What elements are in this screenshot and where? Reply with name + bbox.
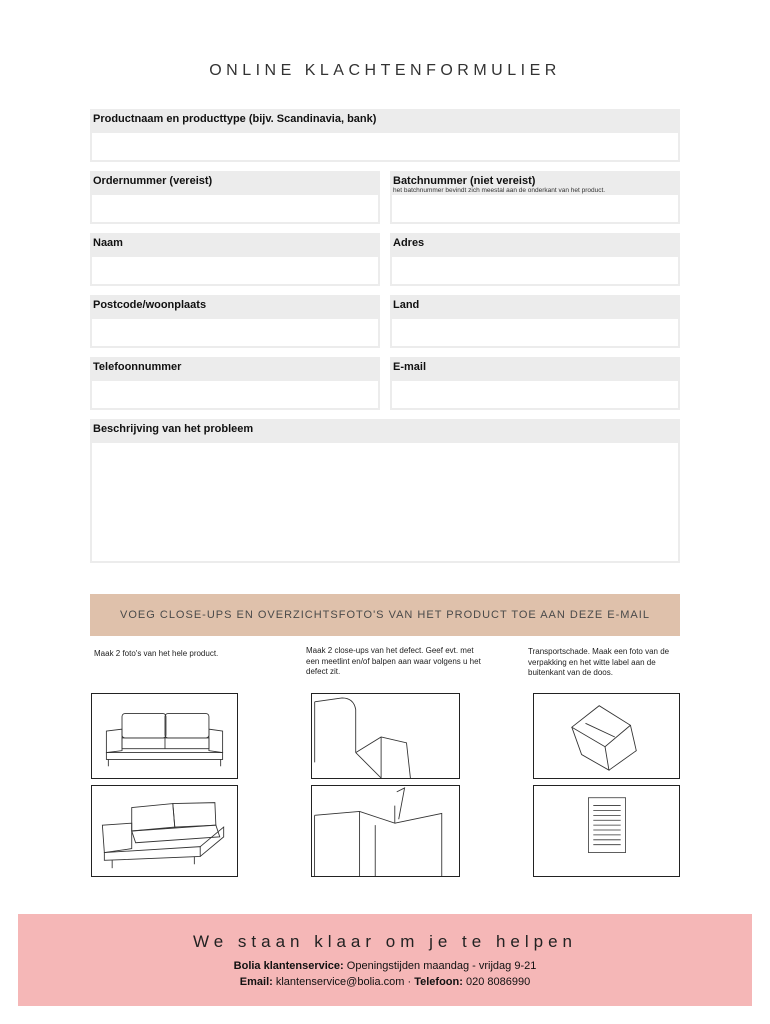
sofa-angle-image: [91, 785, 238, 877]
batch-hint: het batchnummer bevindt zich meestal aan de onderkant van het product.: [393, 187, 606, 194]
order-input[interactable]: [90, 193, 380, 224]
address-input[interactable]: [390, 255, 680, 286]
country-label: Land: [390, 295, 680, 317]
order-label: Ordernummer (vereist): [90, 171, 380, 193]
postcode-field: [90, 295, 380, 348]
email-input[interactable]: [390, 379, 680, 410]
footer-phone-label: Telefoon:: [414, 976, 463, 988]
name-field: [90, 233, 380, 286]
sofa-angle-drawing: [92, 786, 237, 876]
instruction-overview: Maak 2 foto's van het hele product.: [94, 649, 219, 658]
description-label: Beschrijving van het probleem: [90, 419, 680, 441]
batch-label: [390, 171, 680, 193]
postcode-input[interactable]: [90, 317, 380, 348]
closeup-corner-image: [311, 785, 460, 877]
closeup-armrest-image: [311, 693, 460, 779]
footer-contact-line: [18, 976, 752, 988]
product-label: Productnaam en producttype (bijv. Scandinavia, bank): [90, 109, 680, 131]
country-input[interactable]: [390, 317, 680, 348]
footer-email-label: Email:: [239, 976, 273, 988]
footer-tagline: We staan klaar om je te helpen: [192, 932, 578, 951]
name-input[interactable]: [90, 255, 380, 286]
footer-banner: [18, 914, 752, 1006]
email-field: [390, 357, 680, 410]
closeup-corner-drawing: [312, 786, 459, 876]
email-label: E-mail: [390, 357, 680, 379]
phone-input[interactable]: [90, 379, 380, 410]
sofa-front-image: [91, 693, 238, 779]
order-field: [90, 171, 380, 224]
footer-service-label: Bolia klantenservice:: [233, 960, 344, 972]
footer-separator: ·: [407, 976, 412, 988]
form-title: ONLINE KLACHTENFORMULIER: [209, 62, 561, 79]
instruction-transport: Transportschade. Maak een foto van de verpakking en het witte label aan de buitenkant van de doos.: [528, 647, 670, 677]
address-label: Adres: [390, 233, 680, 255]
product-input[interactable]: [90, 131, 680, 162]
phone-field: [90, 357, 380, 410]
address-field: [390, 233, 680, 286]
country-field: [390, 295, 680, 348]
batch-input[interactable]: [390, 193, 680, 224]
damaged-box-drawing: [534, 694, 679, 778]
footer-service-text: Openingstijden maandag - vrijdag 9-21: [346, 960, 537, 972]
closeup-armrest-drawing: [312, 694, 459, 778]
box-label-image: [533, 785, 680, 877]
footer-service-line: [18, 960, 752, 972]
photo-banner: VOEG CLOSE-UPS EN OVERZICHTSFOTO'S VAN HET PRODUCT TOE AAN DEZE E-MAIL: [90, 594, 680, 636]
damaged-box-image: [533, 693, 680, 779]
description-field: [90, 419, 680, 563]
name-label: Naam: [90, 233, 380, 255]
batch-field: [390, 171, 680, 224]
footer-email-link[interactable]: klantenservice@bolia.com: [275, 976, 405, 988]
sofa-front-drawing: [92, 694, 237, 778]
postcode-label: Postcode/woonplaats: [90, 295, 380, 317]
phone-label: Telefoonnummer: [90, 357, 380, 379]
description-textarea[interactable]: [90, 441, 680, 563]
product-field: [90, 109, 680, 162]
footer-phone-value: 020 8086990: [465, 976, 531, 988]
instruction-closeups: Maak 2 close-ups van het defect. Geef evt. met een meetlint en/of balpen aan waar volgens u het defect zit.: [306, 646, 481, 676]
box-label-drawing: [534, 786, 679, 876]
batch-label-text: Batchnummer (niet vereist): [393, 175, 536, 187]
